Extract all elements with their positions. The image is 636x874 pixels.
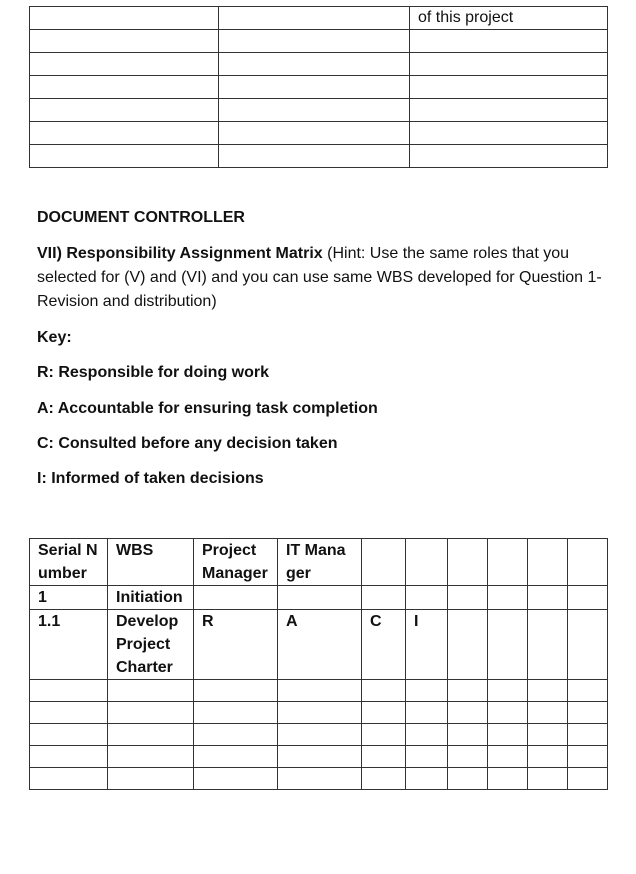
table-cell (488, 724, 528, 746)
table-cell (30, 53, 219, 76)
table-cell (410, 145, 608, 168)
table-cell (488, 702, 528, 724)
table-cell: 1.1 (30, 610, 108, 680)
table-row (30, 122, 608, 145)
responsibility-matrix (29, 538, 608, 790)
table-cell (194, 680, 278, 702)
table-cell (410, 76, 608, 99)
table-cell (488, 586, 528, 610)
table-cell (219, 53, 410, 76)
top-table (29, 6, 608, 168)
table-cell (568, 610, 608, 680)
header-project-manager: Project Manager (194, 539, 278, 586)
table-cell (108, 680, 194, 702)
table-cell (194, 586, 278, 610)
matrix-header-row (30, 539, 608, 586)
table-cell (30, 680, 108, 702)
header-cell (528, 539, 568, 586)
table-cell (448, 680, 488, 702)
table-cell (362, 746, 406, 768)
table-cell (410, 53, 608, 76)
header-cell (406, 539, 448, 586)
table-cell: C (362, 610, 406, 680)
table-cell (278, 680, 362, 702)
table-cell (362, 724, 406, 746)
table-cell (278, 702, 362, 724)
table-cell: Develop Project Charter (108, 610, 194, 680)
table-cell: of this project (410, 7, 608, 30)
table-row (30, 30, 608, 53)
table-cell (30, 702, 108, 724)
table-cell: 1 (30, 586, 108, 610)
table-cell (410, 122, 608, 145)
table-cell (219, 99, 410, 122)
table-row (30, 586, 608, 610)
table-cell (108, 768, 194, 790)
question-paragraph (37, 242, 612, 314)
table-row (30, 746, 608, 768)
table-row (30, 76, 608, 99)
key-i: I: Informed of taken decisions (37, 470, 264, 487)
table-cell (30, 99, 219, 122)
table-cell (568, 680, 608, 702)
table-row (30, 99, 608, 122)
table-cell (528, 746, 568, 768)
key-title: Key: (37, 329, 72, 346)
table-cell (219, 145, 410, 168)
table-cell (108, 746, 194, 768)
table-cell (278, 586, 362, 610)
table-cell (278, 768, 362, 790)
table-cell (362, 680, 406, 702)
table-cell (528, 702, 568, 724)
table-row (30, 680, 608, 702)
table-cell (568, 768, 608, 790)
table-cell (108, 702, 194, 724)
table-cell (528, 724, 568, 746)
table-cell (488, 610, 528, 680)
table-cell: R (194, 610, 278, 680)
table-cell (30, 746, 108, 768)
table-cell (528, 610, 568, 680)
table-cell (406, 768, 448, 790)
table-cell (406, 724, 448, 746)
table-cell (30, 768, 108, 790)
table-cell (528, 586, 568, 610)
table-cell (448, 746, 488, 768)
table-cell (410, 30, 608, 53)
table-row (30, 768, 608, 790)
table-cell: I (406, 610, 448, 680)
table-row (30, 702, 608, 724)
header-serial-number: Serial Number (30, 539, 108, 586)
table-cell (194, 768, 278, 790)
table-cell (448, 768, 488, 790)
table-cell (362, 586, 406, 610)
table-cell (448, 702, 488, 724)
table-cell (30, 30, 219, 53)
table-cell (30, 145, 219, 168)
key-a: A: Accountable for ensuring task completion (37, 400, 378, 417)
table-cell (488, 746, 528, 768)
table-cell (528, 680, 568, 702)
table-cell (568, 724, 608, 746)
table-cell (528, 768, 568, 790)
table-cell (406, 586, 448, 610)
table-cell (278, 724, 362, 746)
table-cell (194, 746, 278, 768)
table-cell (30, 76, 219, 99)
question-label: VII) Responsibility Assignment Matrix (37, 245, 323, 262)
key-c: C: Consulted before any decision taken (37, 435, 338, 452)
table-cell (568, 746, 608, 768)
table-cell (30, 724, 108, 746)
table-row (30, 7, 608, 30)
header-cell (488, 539, 528, 586)
table-row (30, 145, 608, 168)
table-cell (30, 122, 219, 145)
table-cell (568, 586, 608, 610)
table-row (30, 724, 608, 746)
table-row (30, 610, 608, 680)
table-cell: Initiation (108, 586, 194, 610)
table-cell (406, 746, 448, 768)
table-cell (406, 702, 448, 724)
key-r: R: Responsible for doing work (37, 364, 270, 381)
header-cell (568, 539, 608, 586)
table-cell: A (278, 610, 362, 680)
table-cell (488, 680, 528, 702)
table-cell (194, 702, 278, 724)
table-row (30, 53, 608, 76)
table-cell (30, 7, 219, 30)
table-cell (448, 586, 488, 610)
table-cell (219, 7, 410, 30)
table-cell (448, 724, 488, 746)
table-cell (410, 99, 608, 122)
table-cell (448, 610, 488, 680)
table-cell (488, 768, 528, 790)
question-hint: (Hint: Use the same roles that you selected for (V) and (VI) and you can use same WBS developed for Question 1- Revision and distribution) (37, 245, 602, 310)
table-cell (362, 702, 406, 724)
section-heading: DOCUMENT CONTROLLER (37, 209, 245, 226)
header-cell (362, 539, 406, 586)
table-cell (219, 122, 410, 145)
header-it-manager: IT Manager (278, 539, 362, 586)
header-cell (448, 539, 488, 586)
table-cell (219, 76, 410, 99)
table-cell (194, 724, 278, 746)
table-cell (568, 702, 608, 724)
table-cell (406, 680, 448, 702)
table-cell (278, 746, 362, 768)
table-cell (219, 30, 410, 53)
header-wbs: WBS (108, 539, 194, 586)
table-cell (362, 768, 406, 790)
table-cell (108, 724, 194, 746)
